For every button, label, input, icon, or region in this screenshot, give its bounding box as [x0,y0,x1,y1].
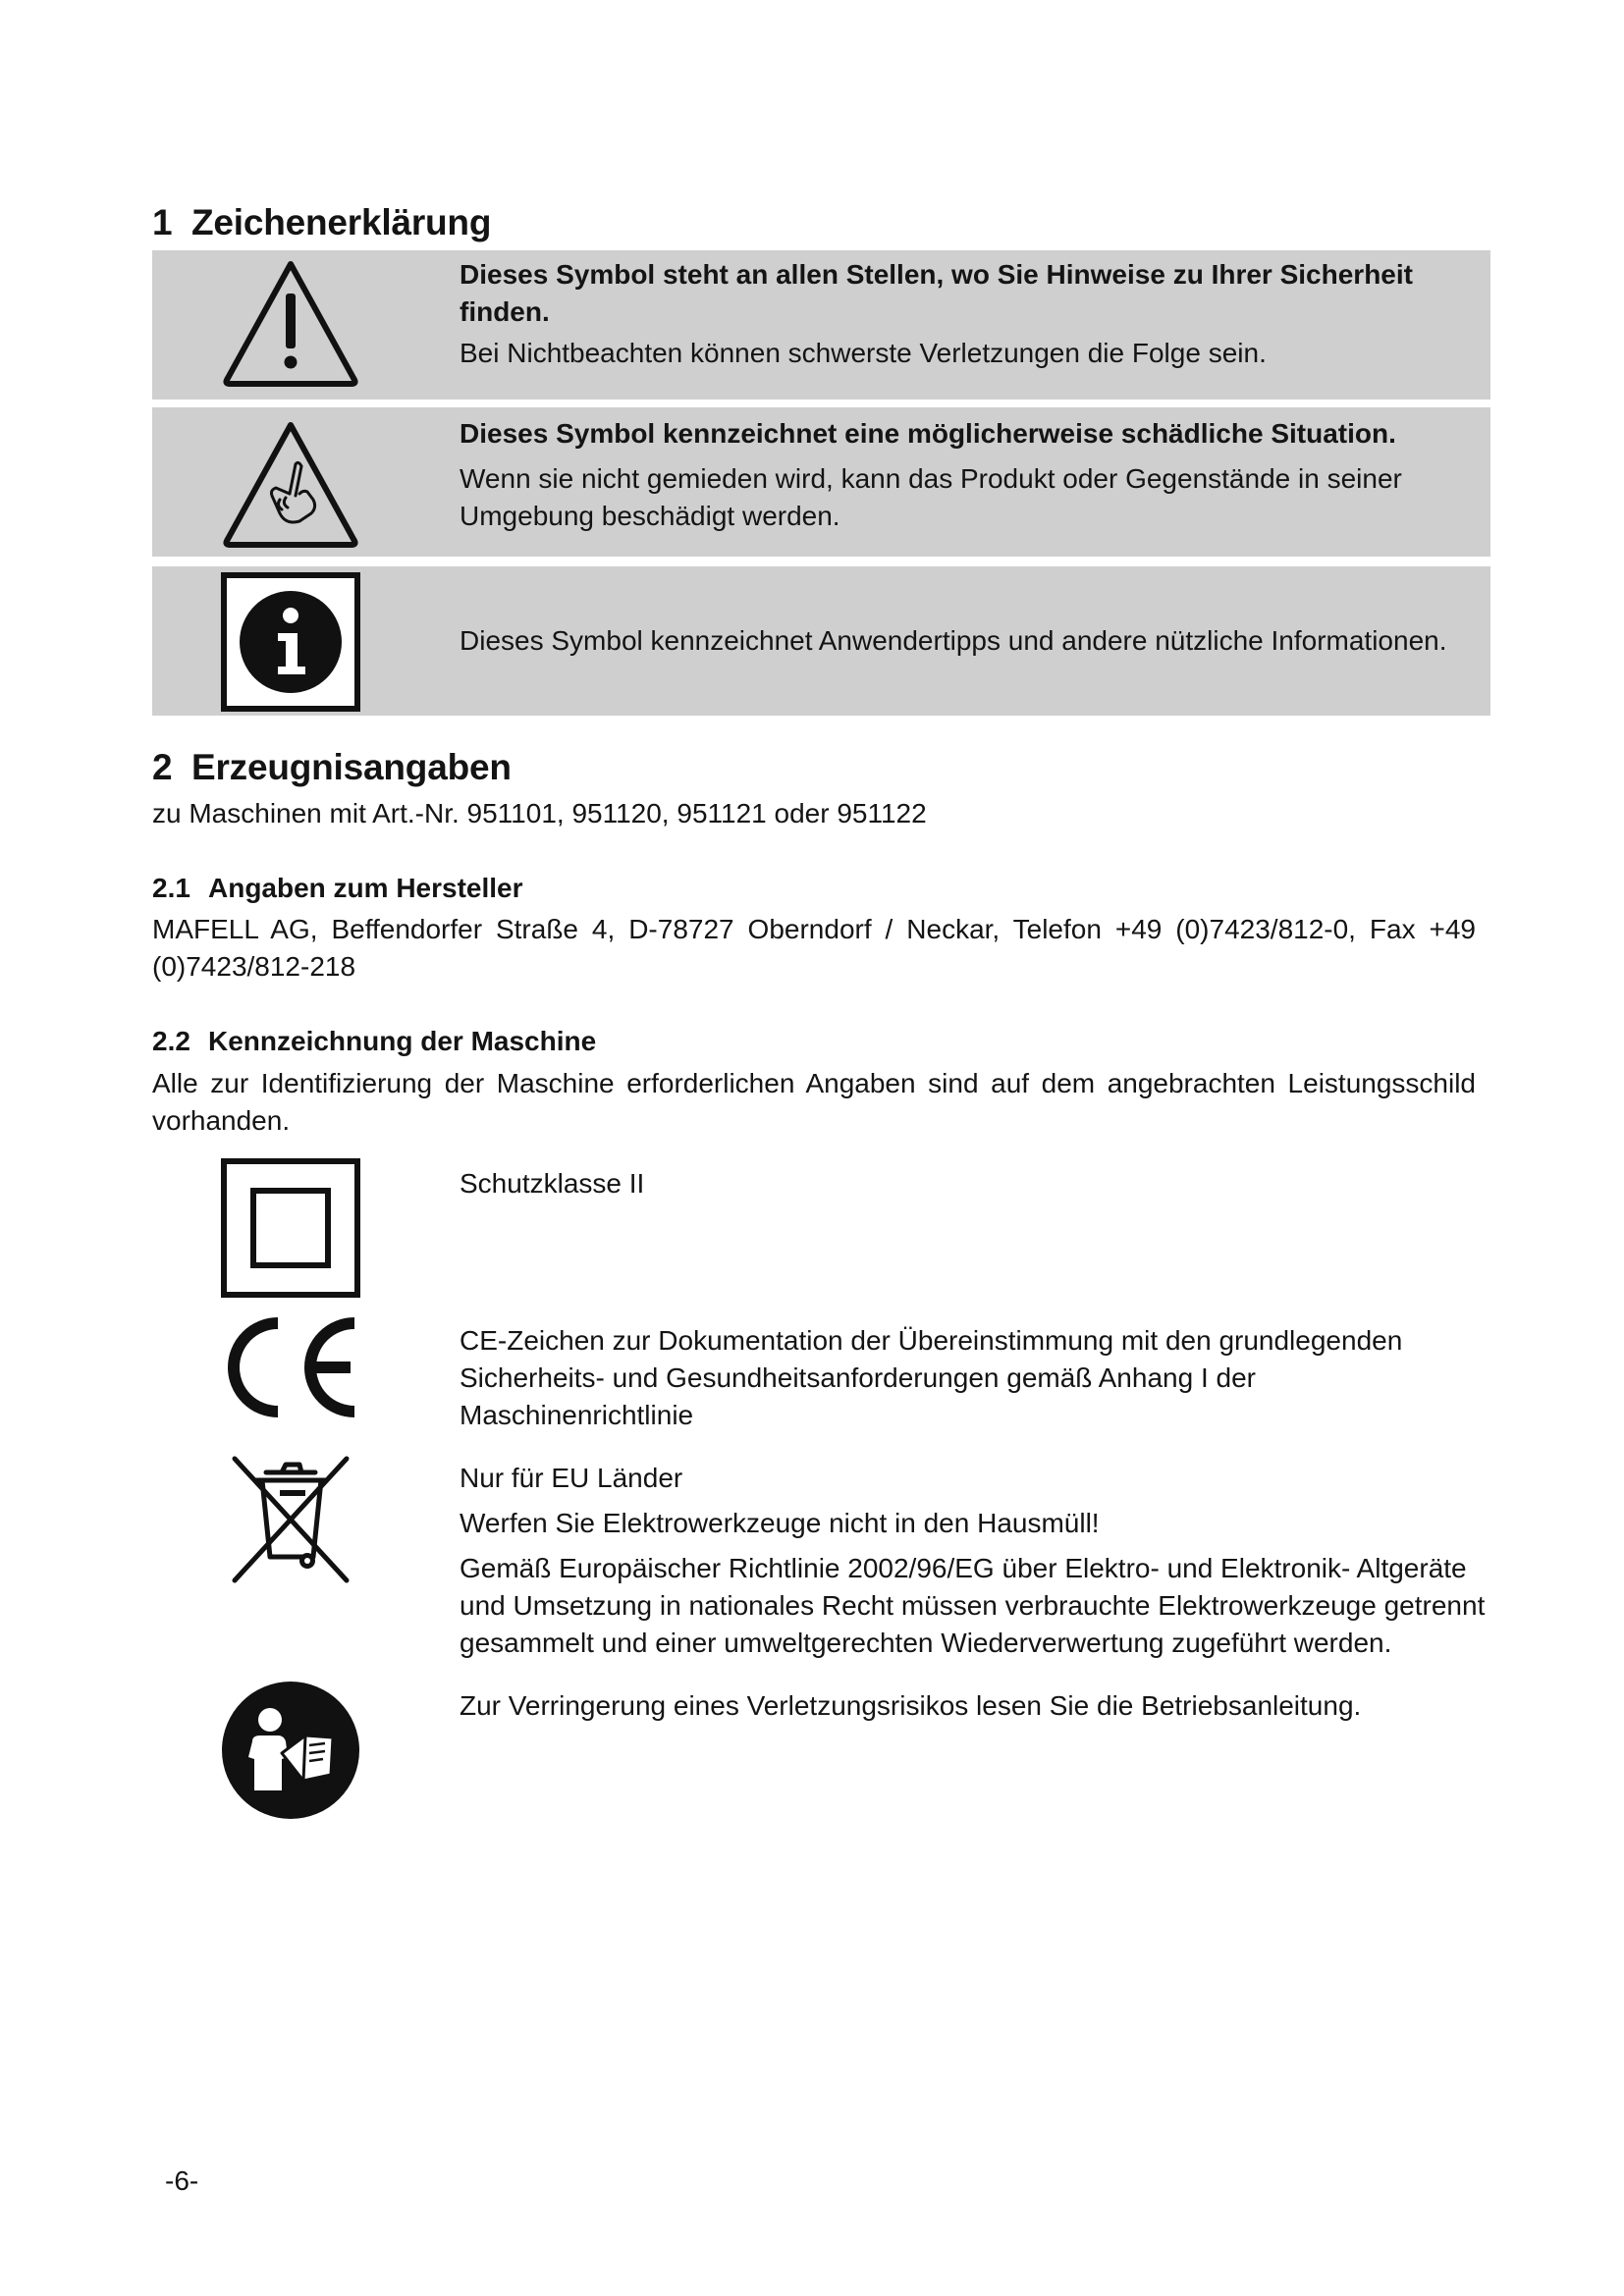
symbol-row-warning [152,250,1490,400]
ce-mark-text: CE-Zeichen zur Dokumentation der Übereinstimmung mit den grundlegenden Sicherheits- und Gesundheitsanforderungen gemäß Anhang I der Maschinenrichtlinie [460,1325,1403,1430]
read-manual-icon [221,1681,360,1820]
symbol-row-info-text: Dieses Symbol kennzeichnet Anwendertipps und andere nützliche Informationen. [460,625,1447,656]
protection-class-ii-icon [221,1158,360,1298]
section-2-2-heading: 2.2 Kennzeichnung der Maschine [152,1026,597,1056]
warning-triangle-icon [221,256,360,390]
weee-text: Nur für EU Länder Werfen Sie Elektrowerkzeuge nicht in den Hausmüll! Gemäß Europäischer Richtlinie 2002/96/EG über Elektro- und Elektronik- Altgeräte und Umsetzung in nationales Recht müssen verbrauchte Elektrowerkzeuge getrennt gesammelt und einer umweltgerechten Wiederverwertung zugeführt werden. [460,1463,1486,1658]
section-2-heading: 2 Erzeugnisangaben [152,747,512,787]
protection-class-text: Schutzklasse II [460,1168,645,1199]
attention-hand-triangle-icon [221,417,360,551]
section-2-1-heading: 2.1 Angaben zum Hersteller [152,873,523,903]
symbol-row-warning-text: Dieses Symbol steht an allen Stellen, wo Sie Hinweise zu Ihrer Sicherheit finden. Bei Nichtbeachten können schwerste Verletzungen die Folge sein. [460,259,1413,368]
symbol-row-info [152,566,1490,716]
symbol-row-attention-text: Dieses Symbol kennzeichnet eine möglicherweise schädliche Situation. Wenn sie nicht gemieden wird, kann das Produkt oder Gegenstände in seiner Umgebung beschädigt werden. [460,418,1402,531]
info-icon [221,572,360,712]
page-number: -6- [165,2165,199,2196]
machine-identification-text: Alle zur Identifizierung der Maschine erforderlichen Angaben sind auf dem angebrachten Leistungsschild vorhanden. [152,1068,1476,1136]
manufacturer-info: MAFELL AG, Beffendorfer Straße 4, D-78727 Oberndorf / Neckar, Telefon +49 (0)7423/812-0, Fax +49 (0)7423/812-218 [152,914,1476,982]
read-manual-text: Zur Verringerung eines Verletzungsrisikos lesen Sie die Betriebsanleitung. [460,1690,1362,1721]
section-2-subtitle: zu Maschinen mit Art.-Nr. 951101, 951120, 951121 oder 951122 [152,798,927,828]
section-1-heading: 1 Zeichenerklärung [152,202,492,242]
symbol-row-attention [152,407,1490,557]
crossed-bin-icon [221,1451,360,1588]
ce-mark-icon [221,1315,360,1419]
